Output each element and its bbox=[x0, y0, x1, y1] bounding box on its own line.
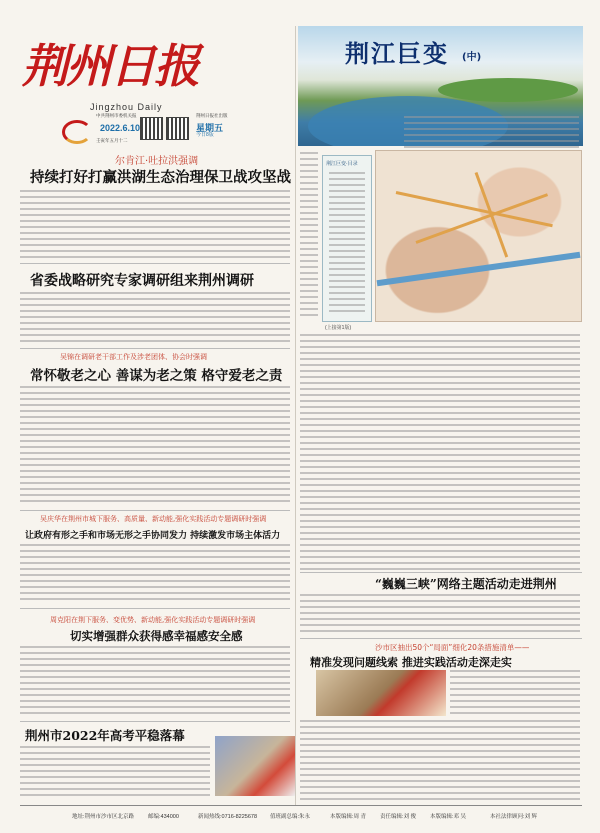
feature-intro-text-right bbox=[404, 116, 579, 148]
divider bbox=[300, 638, 582, 639]
story4-headline[interactable]: 让政府有形之手和市场无形之手协同发力 持续激发市场主体活力 bbox=[25, 531, 281, 541]
story7-body-text bbox=[300, 594, 580, 634]
story4-kicker: 吴庆华在荆州市城下服务、高质量、新动能,强化实践活动专题调研时强调 bbox=[40, 515, 267, 523]
sidebar-title: 荆江巨变·目录 bbox=[326, 161, 358, 167]
footer-address: 地址:荆州市沙市区北京路 bbox=[72, 814, 135, 820]
story2-body-text bbox=[20, 292, 290, 344]
story8-kicker: 沙市区抽出50个“局面”细化20条措施清单—— bbox=[375, 643, 530, 652]
feature-title: 荆江巨变 bbox=[345, 40, 449, 68]
lead-kicker: 尔肯江·吐拉洪强调 bbox=[115, 156, 199, 167]
divider bbox=[20, 348, 290, 349]
story3-headline[interactable]: 常怀敬老之心 善谋为老之策 格守爱老之责 bbox=[30, 368, 283, 384]
divider bbox=[20, 608, 290, 609]
logo-swirl-icon bbox=[62, 120, 92, 144]
exam-photo bbox=[215, 736, 295, 796]
footer-editor: 本版编辑:邓 吴 bbox=[430, 814, 467, 820]
feature-intro-text bbox=[300, 152, 318, 317]
landscape-shape bbox=[438, 78, 578, 102]
column-divider bbox=[295, 26, 296, 806]
story3-body-text bbox=[20, 386, 290, 506]
story8-headline[interactable]: 精准发现问题线索 推进实践活动走深走实 bbox=[310, 656, 512, 669]
divider bbox=[20, 510, 290, 511]
footer bbox=[0, 806, 600, 826]
feature-part: (中) bbox=[462, 52, 482, 63]
divider bbox=[20, 721, 290, 722]
story5-headline[interactable]: 切实增强群众获得感幸福感安全感 bbox=[70, 629, 243, 643]
story5-body-text bbox=[20, 646, 290, 718]
feature-body-text bbox=[300, 334, 580, 570]
story5-kicker: 周克阳在荆下服务、变优势、新动能,强化实践活动专题调研时强调 bbox=[50, 616, 256, 624]
story8-body-text bbox=[300, 720, 580, 800]
story8-side-text bbox=[450, 670, 580, 716]
map-caption: (上接第1版) bbox=[325, 325, 352, 331]
story8-photo bbox=[316, 670, 446, 716]
sidebar-list bbox=[329, 172, 365, 312]
story3-kicker: 吴锦在调研老干部工作及涉老团体、协会时强调 bbox=[60, 353, 207, 361]
lead-headline[interactable]: 持续打好打赢洪湖生态治理保卫战攻坚战 bbox=[30, 169, 291, 186]
masthead-publisher: 荆州日报社出版 bbox=[196, 113, 228, 118]
masthead-date: 2022.6.10 bbox=[100, 123, 141, 133]
footer-phone: 新闻热线:0716-8225678 bbox=[198, 814, 258, 820]
qr-code-icon bbox=[166, 117, 189, 140]
masthead-meta-line: 中共荆州市委机关报 bbox=[96, 113, 137, 118]
footer-postcode: 邮编:434000 bbox=[148, 814, 179, 820]
story4-body-text bbox=[20, 544, 290, 604]
divider bbox=[300, 572, 582, 573]
feature-map bbox=[375, 150, 582, 322]
footer-editor: 责任编辑:刘 俊 bbox=[380, 814, 417, 820]
lead-body-text bbox=[20, 190, 290, 260]
masthead-issue-note: 今日8版 bbox=[196, 132, 214, 138]
masthead-subtitle: Jingzhou Daily bbox=[90, 102, 163, 112]
qr-code-icon bbox=[140, 117, 163, 140]
divider bbox=[20, 263, 290, 264]
story2-headline[interactable]: 省委战略研究专家调研组来荆州调研 bbox=[30, 273, 254, 289]
story6-body-text bbox=[20, 746, 210, 798]
masthead-meta bbox=[96, 113, 137, 119]
masthead-title: 荆州日报 bbox=[22, 39, 198, 93]
story6-headline[interactable]: 荆州市2022年高考平稳落幕 bbox=[25, 728, 185, 743]
masthead-lunar: 壬寅年五月十二 bbox=[96, 138, 128, 143]
footer-editor: 值班副总编:朱永 bbox=[270, 814, 311, 820]
footer-editor: 本版编辑:周 青 bbox=[330, 814, 367, 820]
footer-editor: 本社法律顾问:刘 辉 bbox=[490, 814, 538, 820]
feature-sidebar bbox=[322, 155, 372, 322]
map-river bbox=[377, 252, 581, 286]
story7-headline[interactable]: “巍巍三峡”网络主题活动走进荆州 bbox=[375, 577, 557, 591]
masthead-weekday: 星期五 bbox=[196, 123, 224, 133]
